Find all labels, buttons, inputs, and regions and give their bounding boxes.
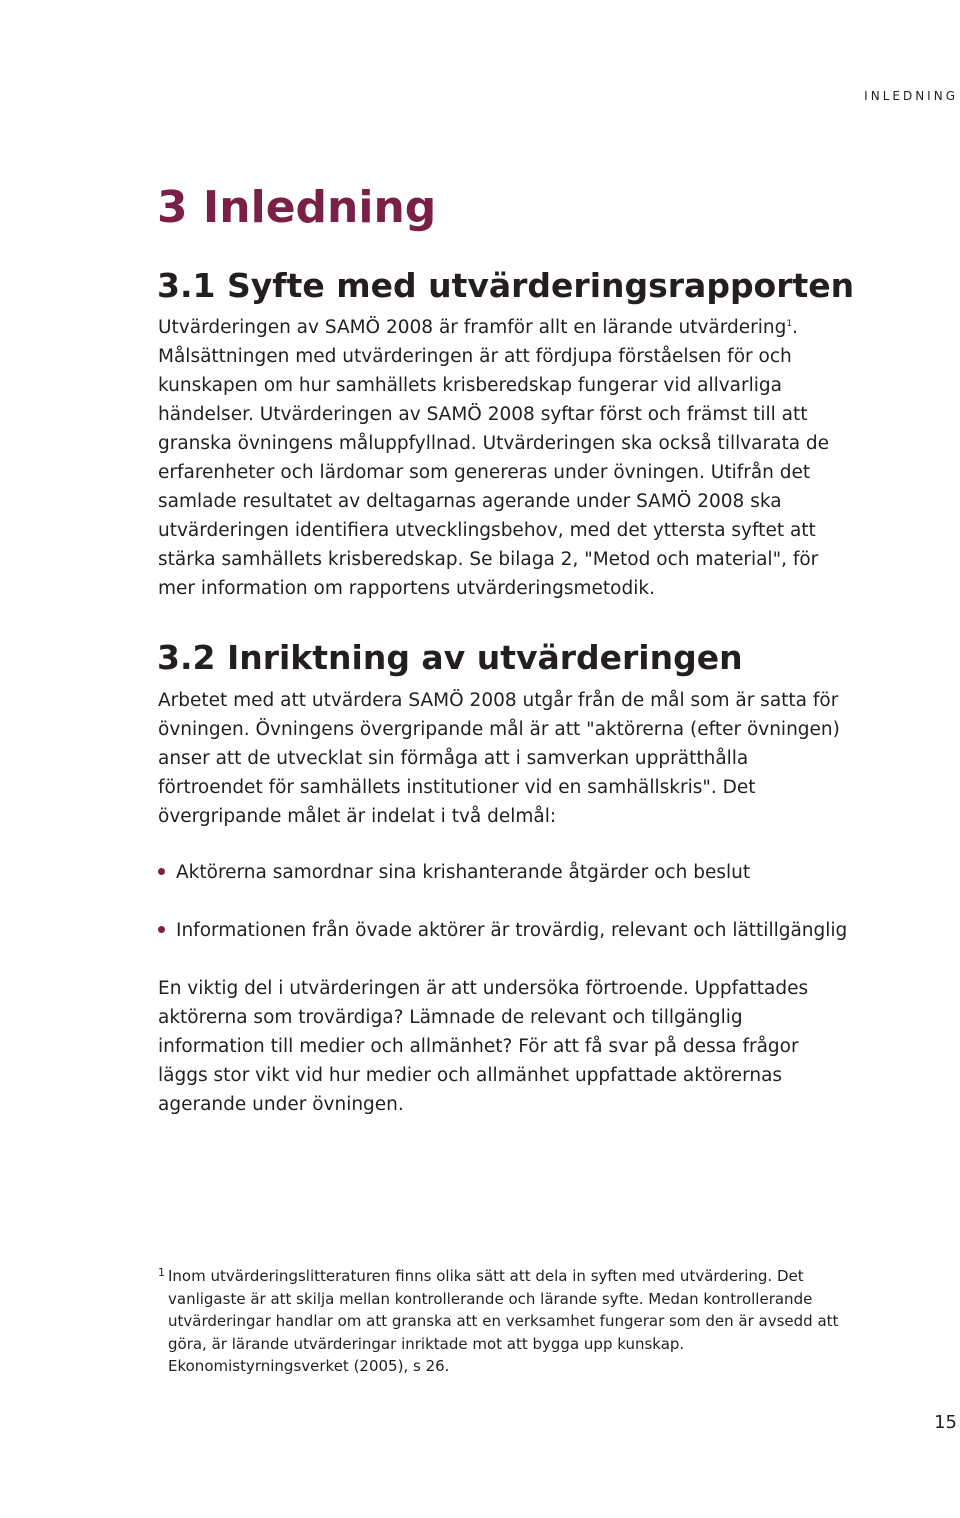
page-number: 15 bbox=[934, 1412, 957, 1433]
closing-paragraph: En viktig del i utvärderingen är att undersöka förtroende. Uppfattades aktörerna som trovärdiga? Lämnade de relevant och tillgänglig information till medier och allmänhet? För att få svar på dessa frågor läggs stor vikt vid hur medier och allmänhet uppfattade aktörernas agerande under övningen. bbox=[158, 978, 809, 1115]
section-title-inriktning: 3.2 Inriktning av utvärderingen bbox=[157, 638, 743, 677]
bullet-dot-icon bbox=[158, 926, 165, 933]
bullet-text: Informationen från övade aktörer är trovärdig, relevant och lättillgänglig bbox=[176, 920, 848, 941]
footnote-number: 1 bbox=[158, 1266, 165, 1279]
footnote-reference: 1 bbox=[786, 318, 793, 329]
bullet-item bbox=[158, 916, 847, 945]
section-inriktning-paragraph: Arbetet med att utvärdera SAMÖ 2008 utgår från de mål som är satta för övningen. Övningens övergripande mål är att "aktörerna (efter övningen) anser att de utvecklat sin förmåga att i samverkan upprätthålla förtroendet för samhällets institutioner vid en samhällskris". Det övergripande målet är indelat i två delmål: bbox=[158, 690, 840, 827]
paragraph-text-part2: . Målsättningen med utvärderingen är att fördjupa förståelsen för och kunskapen om hur samhällets krisberedskap fungerar vid allvarliga händelser. Utvärderingen av SAMÖ 2008 syftar först och främst till att granska övningens måluppfyllnad. Utvärderingen ska också tillvarata de erfarenheter och lärdomar som genereras under övningen. Utifrån det samlade resultatet av deltagarnas agerande under SAMÖ 2008 ska utvärderingen identifiera utvecklingsbehov, med det yttersta syftet att stärka samhällets krisberedskap. Se bilaga 2, "Metod och material", för mer information om rapportens utvärderingsmetodik. bbox=[158, 317, 830, 599]
footnote bbox=[158, 1265, 848, 1378]
chapter-title: 3 Inledning bbox=[157, 182, 437, 233]
bullet-text: Aktörerna samordnar sina krishanterande åtgärder och beslut bbox=[176, 862, 751, 883]
footnote-text: Inom utvärderingslitteraturen finns olika sätt att dela in syften med utvärdering. Det vanligaste är att skilja mellan kontrollerande och lärande syfte. Medan kontrollerande utvärderingar handlar om att granska att en verksamhet fungerar som den är avsedd att göra, är lärande utvärderingar inriktade mot att bygga upp kunskap. Ekonomistyrningsverket (2005), s 26. bbox=[168, 1267, 839, 1375]
running-header: INLEDNING bbox=[864, 89, 958, 103]
bullet-item bbox=[158, 858, 750, 887]
section-title-syfte: 3.1 Syfte med utvärderingsrapporten bbox=[157, 266, 855, 305]
section-syfte-paragraph bbox=[158, 313, 848, 603]
bullet-dot-icon bbox=[158, 868, 165, 875]
paragraph-text-part1: Utvärderingen av SAMÖ 2008 är framför allt en lärande utvärdering bbox=[158, 317, 787, 338]
